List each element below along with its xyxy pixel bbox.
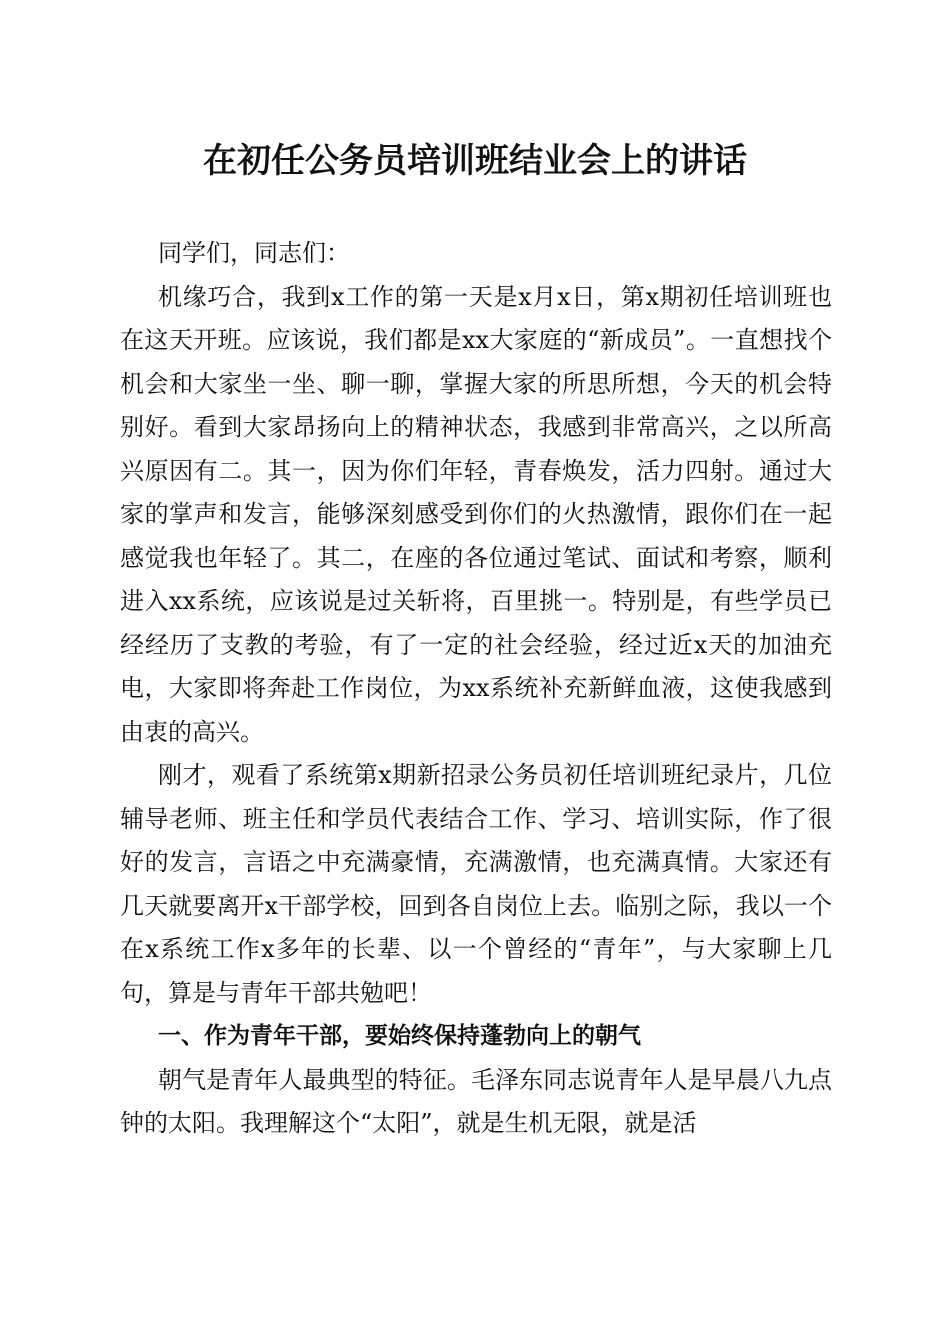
paragraph-1: 机缘巧合，我到x工作的第一天是x月x日，第x期初任培训班也在这天开班。应该说，我们都是xx大家庭的“新成员”。一直想找个机会和大家坐一坐、聊一聊，掌握大家的所思所想，今天的机会特别好。看到大家昂扬向上的精神状态，我感到非常高兴，之以所高兴原因有二。其一，因为你们年轻，青春焕发，活力四射。通过大家的掌声和发言，能够深刻感受到你们的火热激情，跟你们在一起感觉我也年轻了。其二，在座的各位通过笔试、面试和考察，顺利进入xx系统，应该说是过关斩将，百里挑一。特别是，有些学员已经经历了支教的考验，有了一定的社会经验，经过近x天的加油充电，大家即将奔赴工作岗位，为xx系统补充新鲜血液，这使我感到由衷的高兴。 [120, 282, 832, 746]
section-1-paragraph: 朝气是青年人最典型的特征。毛泽东同志说青年人是早晨八九点钟的太阳。我理解这个“太阳”，就是生机无限，就是活 [120, 1065, 832, 1137]
section-heading-1: 一、作为青年干部，要始终保持蓬勃向上的朝气 [158, 1023, 641, 1049]
paragraph-2: 刚才，观看了系统第x期新招录公务员初任培训班纪录片，几位辅导老师、班主任和学员代表结合工作、学习、培训实际，作了很好的发言，言语之中充满豪情，充满激情，也充满真情。大家还有几天就要离开x干部学校，回到各自岗位上去。临别之际，我以一个在x系统工作x多年的长辈、以一个曾经的“青年”，与大家聊上几句，算是与青年干部共勉吧！ [120, 761, 832, 1007]
document-body [120, 232, 832, 1146]
document-title: 在初任公务员培训班结业会上的讲话 [203, 141, 747, 181]
salutation: 同学们，同志们： [158, 239, 350, 267]
